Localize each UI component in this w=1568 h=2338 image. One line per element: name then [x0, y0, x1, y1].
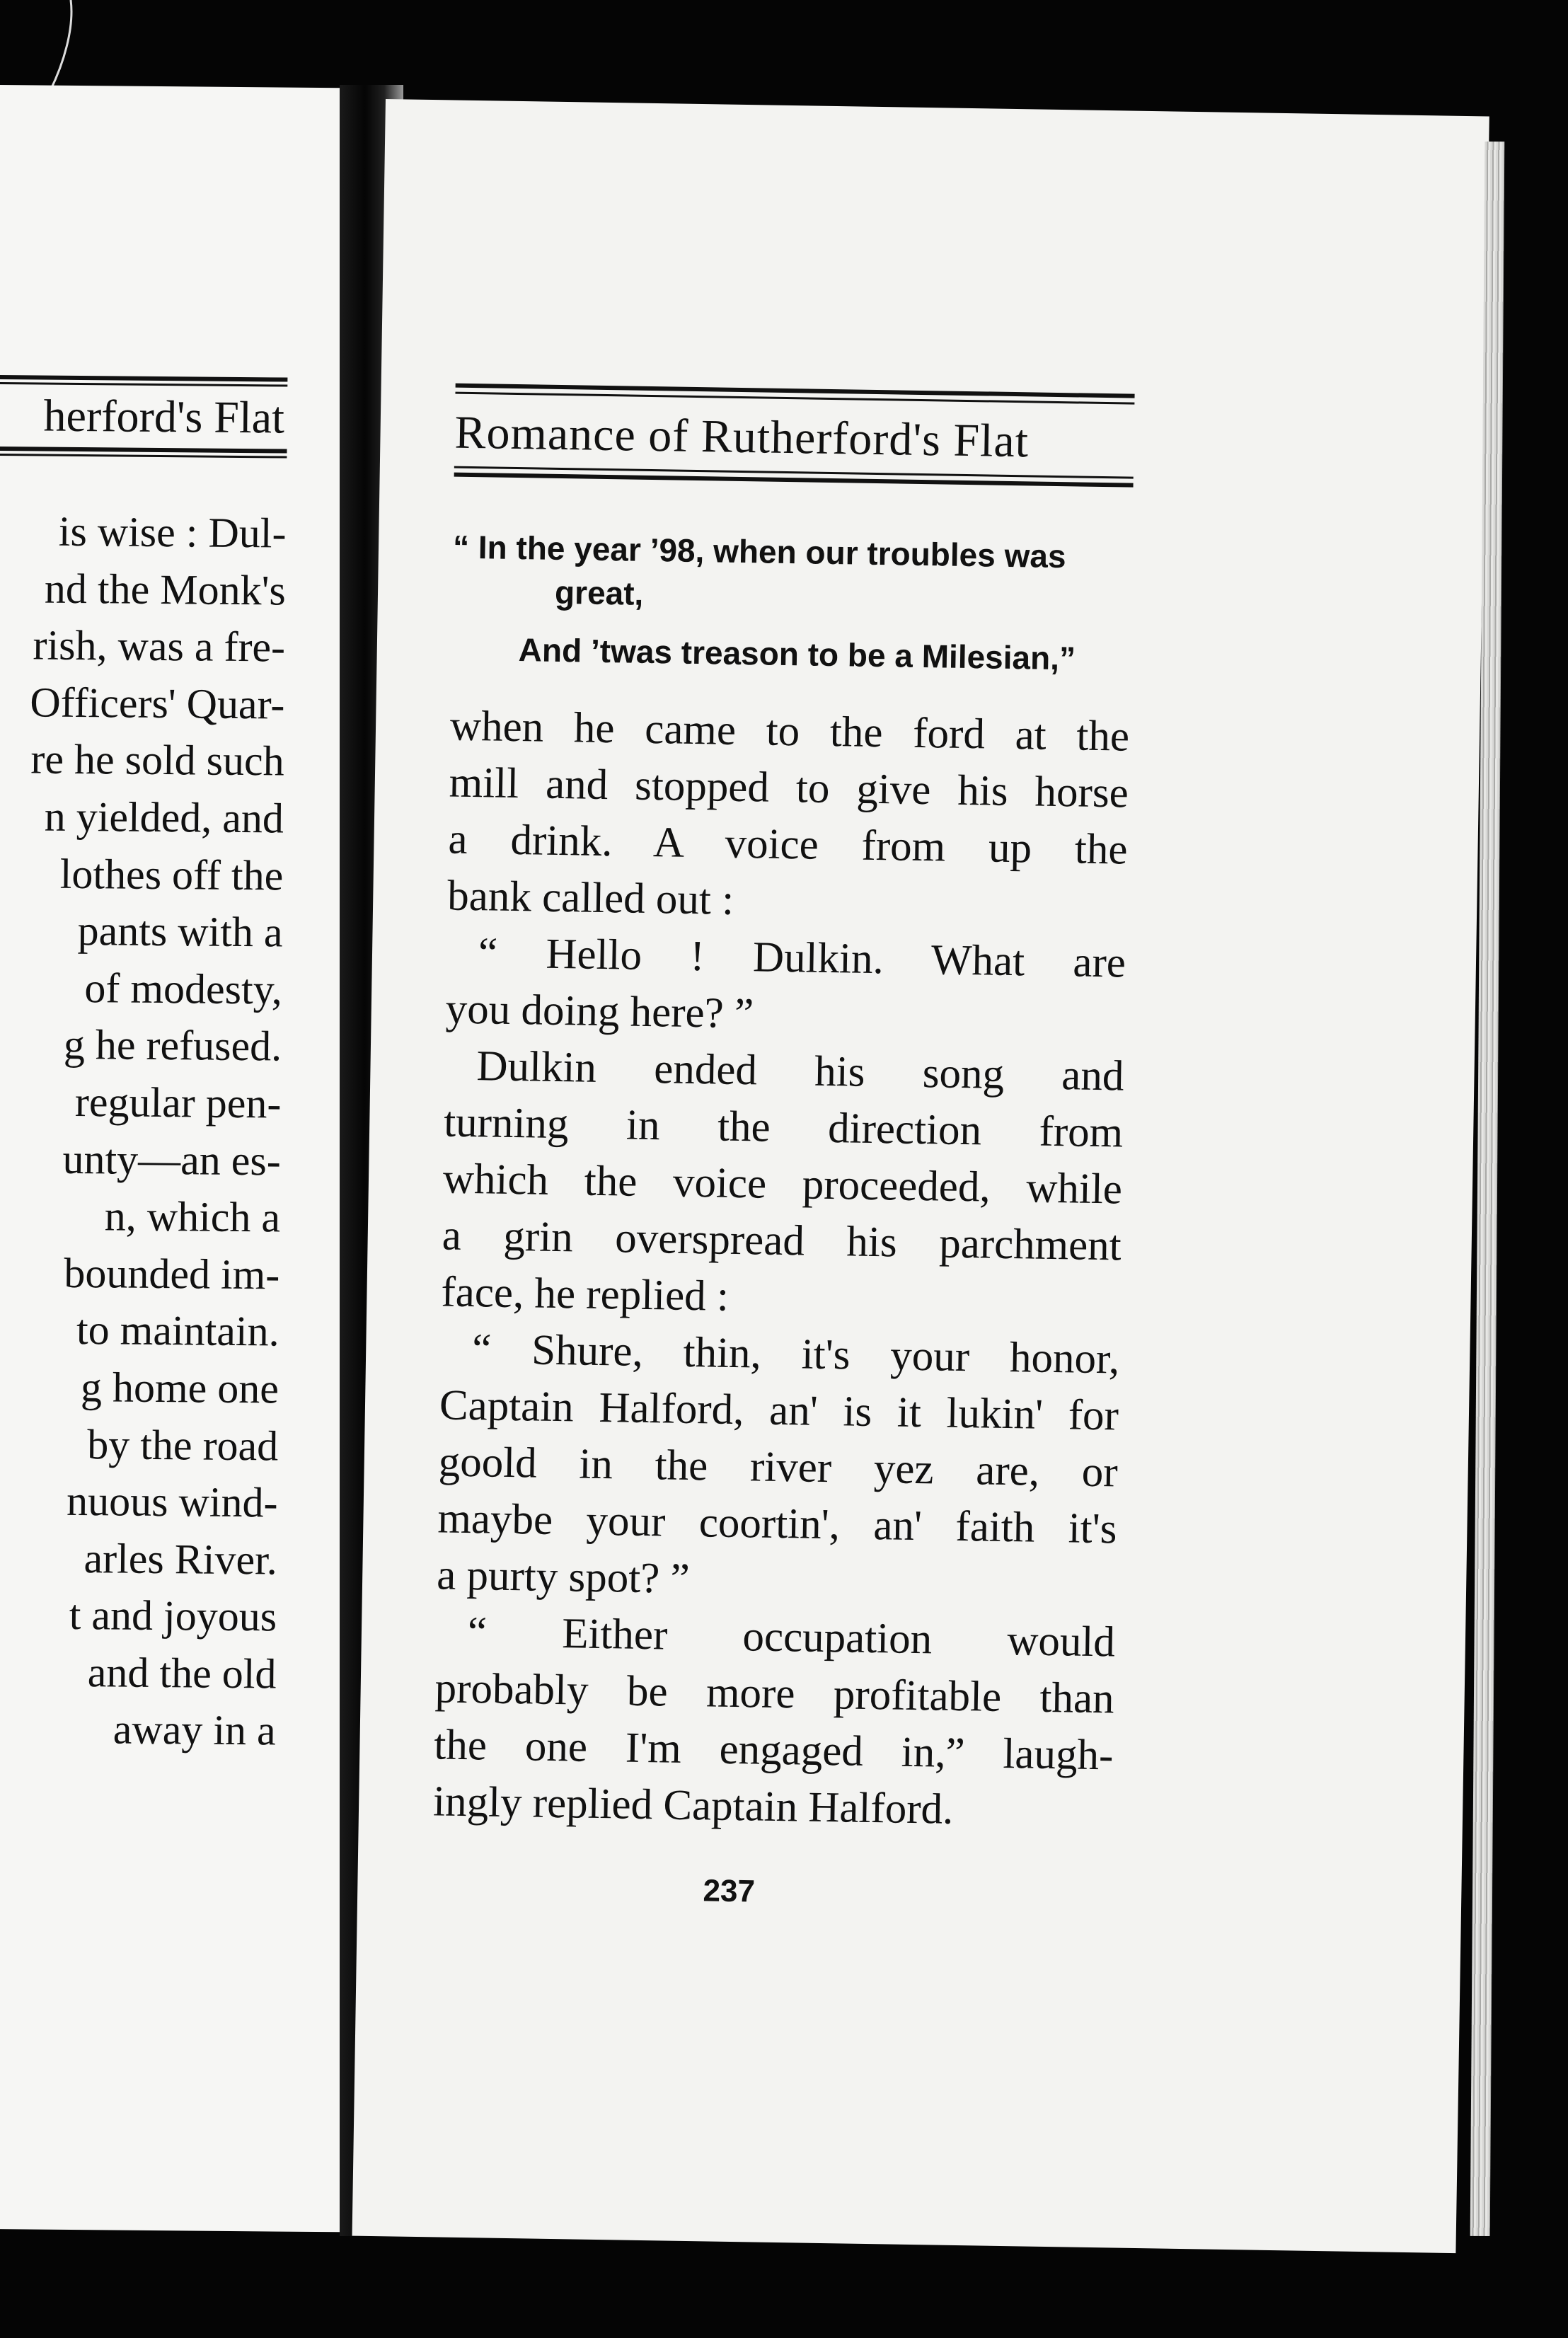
text-line: of modesty,: [84, 964, 283, 1013]
text-line: and the old: [87, 1649, 277, 1698]
text-line: Captain Halford, an' is it lukin' for: [439, 1381, 1119, 1440]
left-page: [0, 85, 368, 2232]
text-line: arles River.: [83, 1534, 278, 1584]
text-line: maybe your coortin', an' faith it's: [437, 1495, 1117, 1553]
text-line: Dulkin ended his song and: [476, 1042, 1124, 1100]
right-page-header: [454, 384, 1135, 488]
text-line: when he came to the ford at the: [449, 702, 1130, 761]
text-line: the one I'm engaged in,” laugh-: [433, 1721, 1114, 1780]
text-line: bounded im-: [64, 1249, 280, 1298]
verse-line: And ’twas treason to be a Milesian,”: [518, 631, 1076, 677]
text-line: regular pen-: [74, 1078, 282, 1127]
text-line: pants with a: [77, 907, 283, 956]
text-line: g he refused.: [63, 1021, 282, 1070]
left-header-bottom-rule: [0, 447, 287, 459]
text-line: lothes off the: [59, 850, 284, 899]
text-line: a drink. A voice from up the: [448, 815, 1128, 874]
left-page-text: [0, 502, 287, 1760]
verse-quote: [451, 525, 1132, 681]
text-line: goold in the river yez are, or: [438, 1438, 1119, 1497]
text-line: “ Either occupation would: [467, 1608, 1116, 1666]
text-line: n, which a: [104, 1192, 281, 1241]
text-line: turning in the direction from: [443, 1098, 1124, 1157]
verse-line: “ In the year ’98, when our troubles was: [452, 528, 1066, 575]
text-line: ingly replied Captain Halford.: [432, 1778, 954, 1833]
text-line: which the voice proceeded, while: [442, 1155, 1123, 1214]
text-line: a grin overspread his parchment: [442, 1211, 1122, 1270]
text-line: “ Hello ! Dulkin. What are: [478, 929, 1126, 987]
text-line: g home one: [80, 1363, 279, 1412]
text-line: rish, was a fre-: [33, 621, 286, 671]
right-page: [352, 99, 1489, 2253]
running-title: Romance of Rutherford's Flat: [454, 406, 1030, 468]
text-line: away in a: [113, 1705, 277, 1754]
verse-line: great,: [554, 573, 644, 612]
text-line: unty—an es-: [62, 1135, 282, 1185]
text-line: to maintain.: [76, 1306, 279, 1355]
text-line: bank called out :: [446, 872, 734, 924]
text-line: n yielded, and: [44, 793, 284, 842]
left-page-header: [0, 375, 287, 459]
text-line: by the road: [87, 1420, 279, 1470]
text-line: Officers' Quar-: [30, 679, 285, 728]
left-running-title: herford's Flat: [43, 390, 285, 443]
text-line: a purty spot? ”: [436, 1551, 691, 1603]
text-line: mill and stopped to give his horse: [449, 759, 1129, 817]
text-line: face, he replied :: [441, 1268, 730, 1320]
left-header-top-rule: [0, 375, 287, 387]
text-line: re he sold such: [30, 735, 284, 785]
text-line: is wise : Dul-: [58, 507, 287, 557]
body-text: [433, 698, 1130, 1841]
page-number: 237: [703, 1873, 756, 1909]
text-line: probably be more profitable than: [434, 1664, 1115, 1723]
thread-mark-icon: [42, 0, 85, 99]
text-line: t and joyous: [69, 1591, 277, 1640]
text-line: “ Shure, thin, it's your honor,: [471, 1325, 1120, 1383]
text-line: nuous wind-: [66, 1477, 278, 1526]
text-line: you doing here? ”: [445, 985, 754, 1038]
text-line: nd the Monk's: [44, 565, 287, 614]
